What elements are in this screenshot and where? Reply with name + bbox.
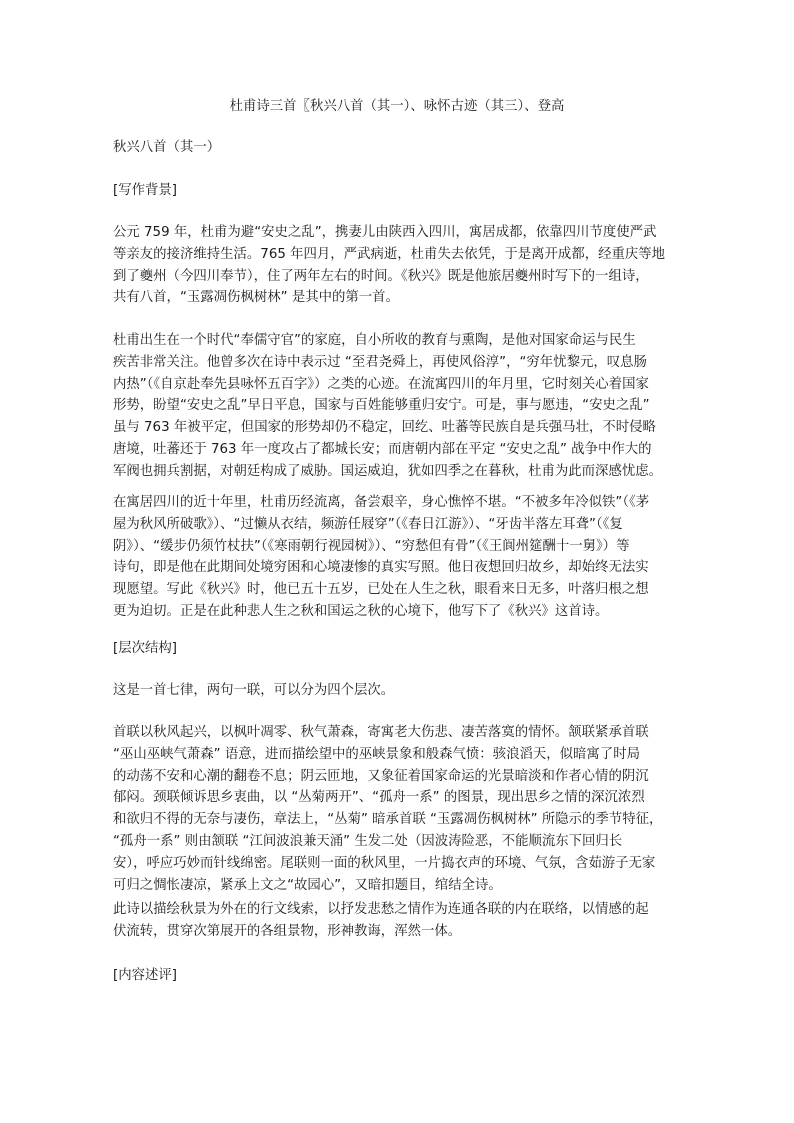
label-background <box>113 180 685 202</box>
paragraph-line: 等亲友的接济维持生活。765 年四月，严武病逝，杜甫失去依凭，于是离开成都，经重庆等地 <box>113 246 666 262</box>
paragraph-line: 杜甫出生在一个时代“奉儒守官”的家庭，自小所收的教育与熏陶，是他对国家命运与民生 <box>113 333 636 348</box>
paragraph-line: 共有八首，“玉露凋伤枫树林” 是其中的第一首。 <box>113 290 399 306</box>
paragraph-line: “孤舟一系” 则由颔联 “江间波浪兼天涌” 生发二处（因波涛险恶，不能顺流东下回归长 <box>113 833 623 849</box>
paragraph-line: 虽与 763 年被平定，但国家的形势却仍不稳定，回纥、吐蕃等民族自是兵强马壮，不时侵略 <box>113 420 656 436</box>
paragraph-background-1 <box>113 222 685 309</box>
paragraph-line: 形势，盼望“安史之乱”早日平息，国家与百姓能够重归安宁。可是，事与愿违，“安史之乱” <box>113 398 650 414</box>
label-structure <box>113 638 685 660</box>
label-review-text: [内容述评] <box>113 968 178 983</box>
paragraph-line: 的动荡不安和心潮的翻卷不息；阴云匝地，又象征着国家命运的光景暗淡和作者心情的阴沉 <box>113 768 649 784</box>
paragraph-line: 和欲归不得的无奈与凄伤，章法上，“丛菊” 暗承首联 “玉露凋伤枫树林” 所隐示的季节特征， <box>113 812 663 828</box>
label-background-text: [写作背景] <box>113 183 178 198</box>
paragraph-line: 唐境，吐蕃还于 763 年一度攻占了都城长安；而唐朝内部在平定 “安史之乱” 战争中作大的 <box>113 441 652 457</box>
section-heading <box>113 137 685 159</box>
paragraph-line: 伏流转，贯穿次第展开的各组景物，形神教诲，浑然一体。 <box>113 923 462 939</box>
section-heading-text: 秋兴八首（其一） <box>113 140 221 155</box>
document-title: 杜甫诗三首〖秋兴八首（其一）、咏怀古迹（其三）、登高 <box>229 99 565 114</box>
paragraph-line: 首联以秋风起兴，以枫叶凋零、秋气萧森，寄寓老大伤悲、凄苦落寞的情怀。颔联紧承首联 <box>113 725 649 740</box>
paragraph-line: 现愿望。写此《秋兴》时，他已五十五岁，已处在人生之秋，眼看来日无多，叶落归根之想 <box>113 582 649 598</box>
label-review <box>113 965 685 987</box>
paragraph-line: 屋为秋风所破歌》）、“过懒从衣结，频游任屐穿”（《春日江游》）、“牙齿半落左耳聋”（《复 <box>113 516 623 532</box>
paragraph-structure-2 <box>113 722 685 896</box>
paragraph-structure-3 <box>113 899 685 943</box>
paragraph-line: 郁闷。颈联倾诉思乡衷曲，以 “丛菊两开”、“孤舟一系” 的图景，现出思乡之情的深沉浓烈 <box>113 790 645 806</box>
paragraph-line: 可归之惆怅凄凉，紧承上文之“故园心”，又暗扣题目，绾结全诗。 <box>113 877 502 893</box>
paragraph-background-3 <box>113 492 685 623</box>
paragraph-background-2 <box>113 330 685 483</box>
paragraph-line: 阴》）、“缓步仍须竹杖扶”（《寒雨朝行视园树》）、“穷愁但有骨”（《王阆州筵酬十一舅》）等 <box>113 538 630 554</box>
paragraph-line: 在寓居四川的近十年里，杜甫历经流离，备尝艰辛，身心憔悴不堪。“不被多年冷似铁”（《茅 <box>113 495 650 510</box>
label-structure-text: [层次结构] <box>113 641 178 656</box>
paragraph-line: 这是一首七律，两句一联，可以分为四个层次。 <box>113 683 395 698</box>
paragraph-line: 军阀也拥兵割据，对朝廷构成了威胁。国运威迫，犹如四季之在暮秋，杜甫为此而深感忧虑。 <box>113 463 663 479</box>
paragraph-line: 更为迫切。正是在此种悲人生之秋和国运之秋的心境下，他写下了《秋兴》这首诗。 <box>113 603 609 619</box>
paragraph-line: 疾苦非常关注。他曾多次在诗中表示过 “至君尧舜上，再使风俗淳”，“穷年忧黎元，叹息肠 <box>113 354 647 370</box>
paragraph-line: 安），呼应巧妙而针线绵密。尾联则一面的秋风里，一片捣衣声的环境、气氛，含茹游子无家 <box>113 855 656 871</box>
paragraph-line: 到了夔州（今四川奉节），住了两年左右的时间。《秋兴》既是他旅居夔州时写下的一组诗， <box>113 268 649 284</box>
paragraph-structure-1 <box>113 680 685 702</box>
paragraph-line: 此诗以描绘秋景为外在的行文线索，以抒发悲愁之情作为连通各联的内在联络，以情感的起 <box>113 902 649 917</box>
paragraph-line: 公元 759 年，杜甫为避“安史之乱”，携妻儿由陕西入四川，寓居成都，依靠四川节度使严武 <box>113 225 657 240</box>
paragraph-line: 内热”（《自京赴奉先县咏怀五百字》）之类的心迹。在流寓四川的年月里，它时刻关心着国家 <box>113 376 649 392</box>
paragraph-line: “巫山巫峡气萧森” 语意，进而描绘望中的巫峡景象和般森气愤：骇浪滔天，似暗寓了时局 <box>113 746 640 762</box>
paragraph-line: 诗句，即是他在此期间处境穷困和心境凄惨的真实写照。他日夜想回归故乡，却始终无法实 <box>113 560 649 576</box>
